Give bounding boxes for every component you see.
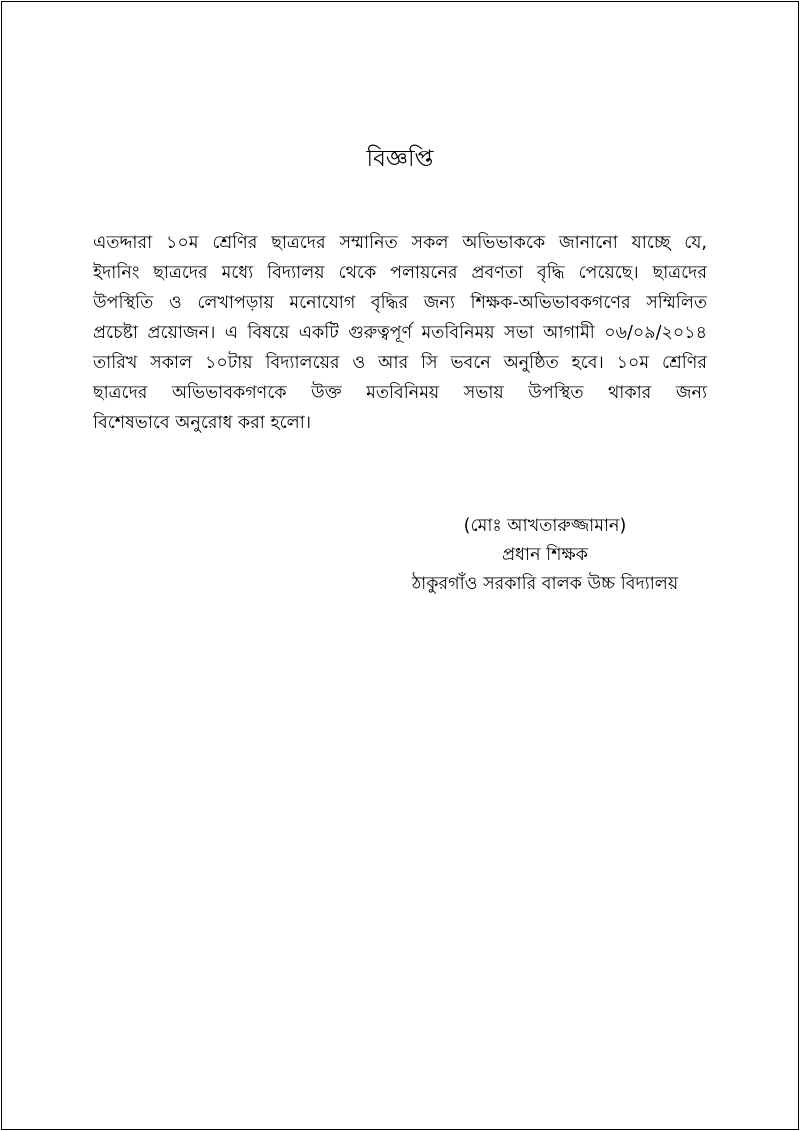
notice-body-line: ইদানিং ছাত্রদের মধ্যে বিদ্যালয় থেকে পলায়নের প্রবণতা বৃদ্ধি পেয়েছে। ছাত্রদের	[93, 263, 707, 283]
notice-body-line: এতদ্দারা ১০ম শ্রেণির ছাত্রদের সম্মানিত সকল অভিভাককে জানানো যাচ্ছে যে,	[93, 233, 707, 253]
notice-body	[93, 228, 707, 438]
signature-block	[360, 512, 730, 599]
notice-body-line: উপস্থিতি ও লেখাপড়ায় মনোযোগ বৃদ্ধির জন্য শিক্ষক-অভিভাবকগণের সম্মিলিত	[93, 293, 707, 313]
notice-body-line: ছাত্রদের অভিভাবকগণকে উক্ত মতবিনিময় সভায় উপস্থিত থাকার জন্য	[93, 383, 707, 403]
notice-title: বিজ্ঞপ্তি	[366, 146, 434, 172]
notice-body-line: তারিখ সকাল ১০টায় বিদ্যালয়ের ও আর সি ভবনে অনুষ্ঠিত হবে। ১০ম শ্রেণির	[93, 353, 707, 373]
signatory-designation: প্রধান শিক্ষক	[502, 545, 588, 565]
signatory-name: (মোঃ আখতারুজ্জামান)	[463, 516, 627, 536]
notice-body-line: প্রচেষ্টা প্রয়োজন। এ বিষয়ে একটি গুরুত্বপূর্ণ মতবিনিময় সভা আগামী ০৬/০৯/২০১৪	[93, 323, 707, 343]
notice-body-line: বিশেষভাবে অনুরোধ করা হলো।	[93, 413, 312, 433]
institution-name: ঠাকুরগাঁও সরকারি বালক উচ্চ বিদ্যালয়	[411, 574, 679, 594]
